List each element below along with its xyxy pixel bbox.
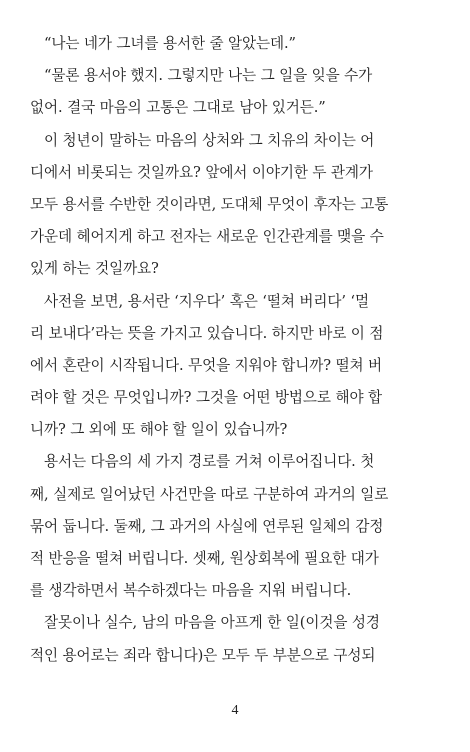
- text-line: 적 반응을 떨쳐 버립니다. 셋째, 원상회복에 필요한 대가: [30, 550, 379, 567]
- text-line: 있게 하는 것일까요?: [30, 260, 159, 278]
- page-number: 4: [231, 703, 239, 718]
- text-line: 모두 용서를 수반한 것이라면, 도대체 무엇이 후자는 고통: [30, 195, 389, 213]
- text-line: 째, 실제로 일어났던 사건만을 따로 구분하여 과거의 일로: [30, 485, 389, 503]
- text-line: 려야 할 것은 무엇입니까? 그것을 어떤 방법으로 해야 합: [30, 389, 382, 407]
- text-line: 리 보내다’라는 뜻을 가지고 있습니다. 하지만 바로 이 점: [30, 324, 384, 342]
- text-line: 이 청년이 말하는 마음의 상처와 그 치유의 차이는 어: [44, 131, 375, 149]
- text-line: “물론 용서야 했지. 그렇지만 나는 그 일을 잊을 수가: [44, 67, 373, 85]
- body-text: [30, 28, 446, 672]
- text-line: 를 생각하면서 복수하겠다는 마음을 지워 버립니다.: [30, 582, 352, 600]
- text-line: 에서 혼란이 시작됩니다. 무엇을 지워야 합니까? 떨쳐 버: [30, 356, 382, 374]
- text-line: 용서는 다음의 세 가지 경로를 거쳐 이루어집니다. 첫: [44, 453, 375, 471]
- text-line: 묶어 둡니다. 둘째, 그 과거의 사실에 연루된 일체의 감정: [30, 517, 384, 535]
- text-line: 디에서 비롯되는 것일까요? 앞에서 이야기한 두 관계가: [30, 163, 373, 181]
- text-line: “나는 네가 그녀를 용서한 줄 알았는데.”: [44, 35, 296, 52]
- text-line: 적인 용어로는 죄라 합니다)은 모두 두 부분으로 구성되: [30, 646, 376, 664]
- text-line: 없어. 결국 마음의 고통은 그대로 남아 있거든.”: [30, 99, 326, 117]
- text-line: 니까? 그 외에 또 해야 할 일이 있습니까?: [30, 421, 288, 439]
- text-line: 잘못이나 실수, 남의 마음을 아프게 한 일(이것을 성경: [44, 614, 380, 632]
- text-line: 가운데 헤어지게 하고 전자는 새로운 인간관계를 맺을 수: [30, 228, 384, 246]
- text-line: 사전을 보면, 용서란 ‘지우다’ 혹은 ‘떨쳐 버리다’ ‘멀: [44, 292, 369, 310]
